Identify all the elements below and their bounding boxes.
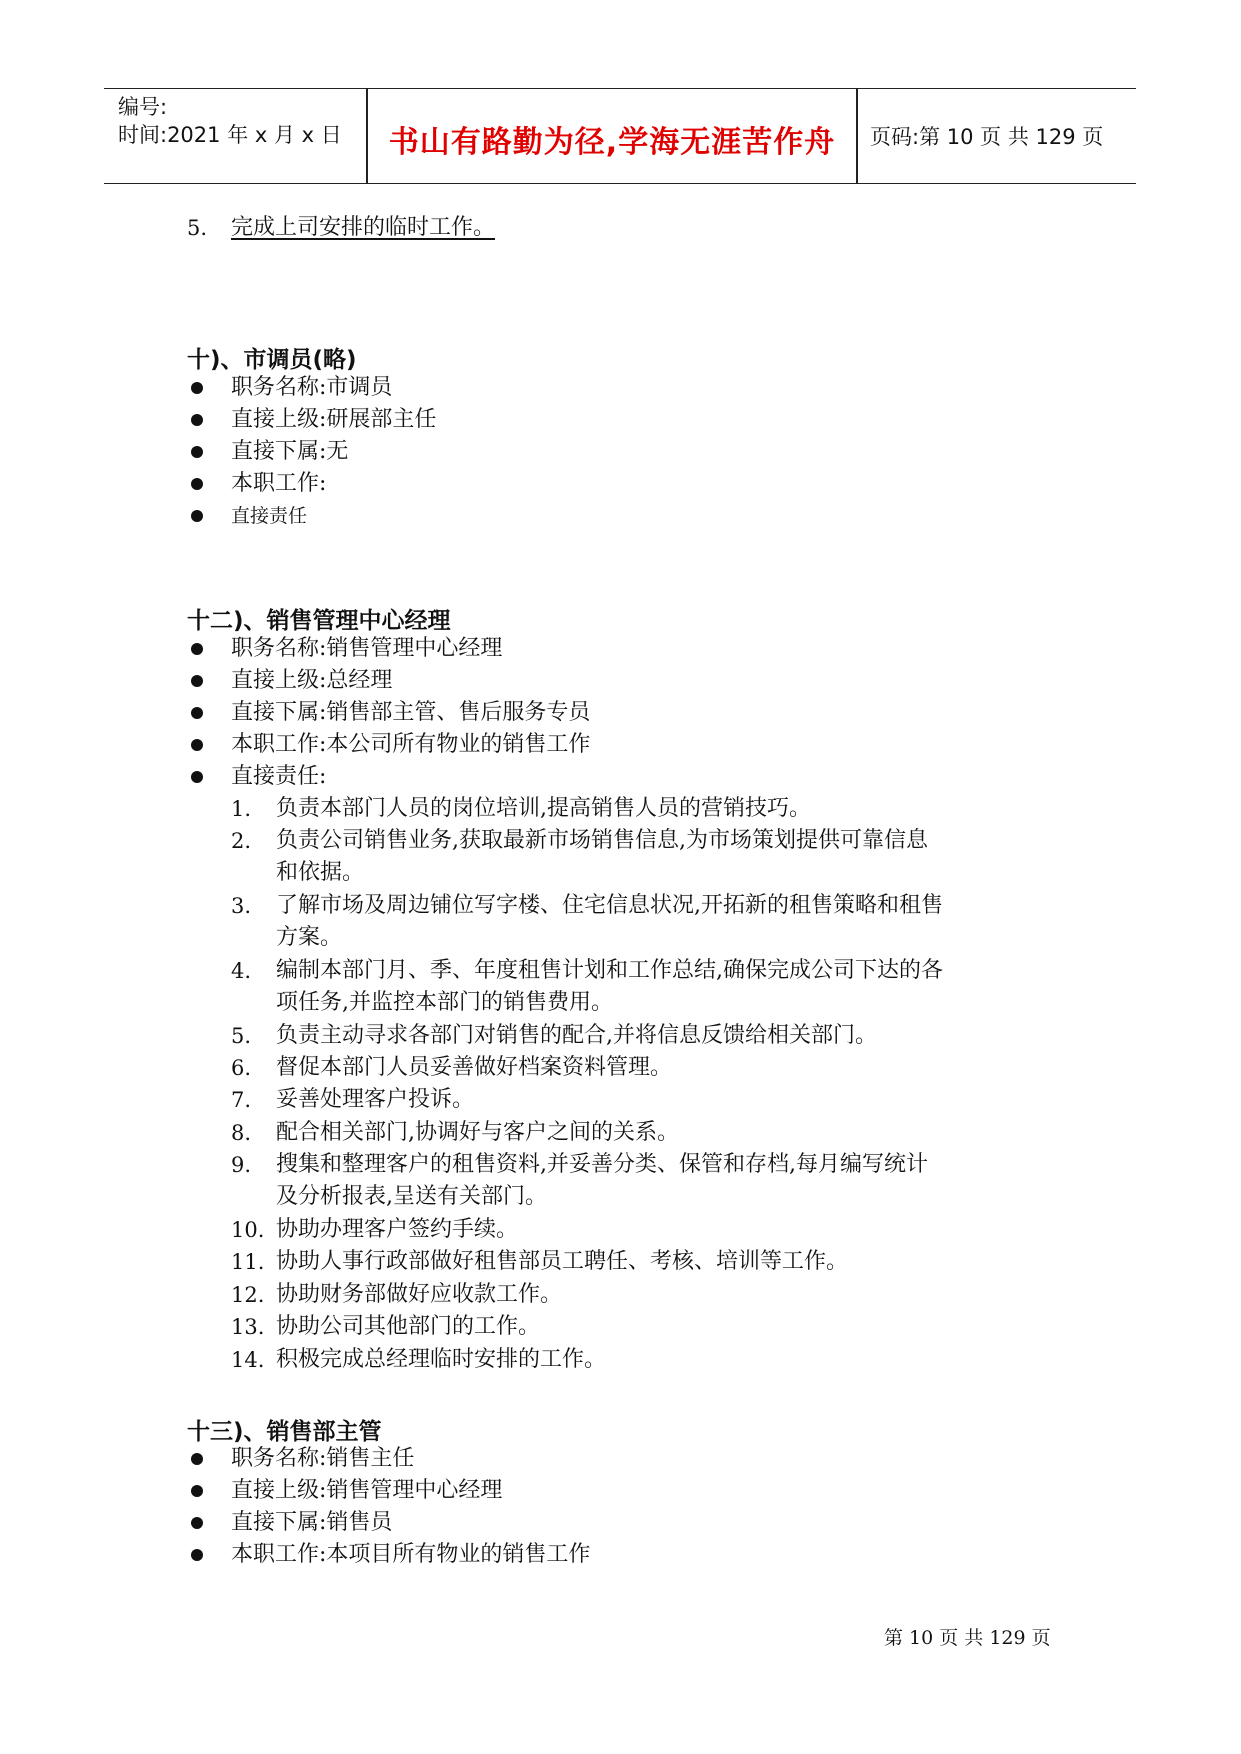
page-header xyxy=(104,88,1136,184)
duty-text: 负责公司销售业务,获取最新市场销售信息,为市场策划提供可靠信息 xyxy=(276,828,928,853)
duty-number: 6. xyxy=(231,1056,252,1080)
bullet-dot xyxy=(191,771,203,783)
duty-text: 负责主动寻求各部门对销售的配合,并将信息反馈给相关部门。 xyxy=(276,1023,877,1048)
section-13-bullet: 直接下属:销售员 xyxy=(231,1510,393,1535)
document-number-label: 编号: xyxy=(118,95,168,119)
section-10-bullet: 本职工作: xyxy=(231,471,327,496)
duty-number: 3. xyxy=(231,894,252,918)
duty-number: 7. xyxy=(231,1088,252,1112)
duty-text: 协助公司其他部门的工作。 xyxy=(276,1314,541,1339)
section-12-bullet: 本职工作:本公司所有物业的销售工作 xyxy=(231,732,591,757)
bullet-dot xyxy=(191,478,203,490)
header-meta xyxy=(118,93,342,149)
duty-text: 了解市场及周边铺位写字楼、住宅信息状况,开拓新的租售策略和租售 xyxy=(276,893,943,918)
duty-number: 5. xyxy=(231,1024,252,1048)
intro-item-text: 完成上司安排的临时工作。 xyxy=(231,215,496,240)
duty-number: 1. xyxy=(231,797,252,821)
bullet-dot xyxy=(191,675,203,687)
section-13-bullet: 直接上级:销售管理中心经理 xyxy=(231,1478,503,1503)
duty-number: 8. xyxy=(231,1121,252,1145)
duty-number: 2. xyxy=(231,829,252,853)
section-12-bullet: 直接下属:销售部主管、售后服务专员 xyxy=(231,700,591,725)
duty-text: 配合相关部门,协调好与客户之间的关系。 xyxy=(276,1120,679,1145)
bullet-dot xyxy=(191,446,203,458)
duty-text: 协助办理客户签约手续。 xyxy=(276,1217,519,1242)
duty-number: 9. xyxy=(231,1153,252,1177)
duty-text-continued: 及分析报表,呈送有关部门。 xyxy=(276,1184,547,1209)
bullet-dot xyxy=(191,382,203,394)
duty-number: 13. xyxy=(231,1315,265,1339)
bullet-dot xyxy=(191,1549,203,1561)
duty-text-continued: 和依据。 xyxy=(276,860,365,885)
duty-text: 编制本部门月、季、年度租售计划和工作总结,确保完成公司下达的各 xyxy=(276,958,943,983)
duty-text-continued: 方案。 xyxy=(276,925,343,950)
section-13-bullet: 本职工作:本项目所有物业的销售工作 xyxy=(231,1542,591,1567)
section-12-bullet: 直接上级:总经理 xyxy=(231,668,393,693)
header-divider-right xyxy=(856,89,858,183)
duty-text: 负责本部门人员的岗位培训,提高销售人员的营销技巧。 xyxy=(276,796,811,821)
section-10-bullet: 职务名称:市调员 xyxy=(231,375,393,400)
duty-text: 协助财务部做好应收款工作。 xyxy=(276,1282,563,1307)
duty-number: 14. xyxy=(231,1348,265,1372)
section-12-bullet: 职务名称:销售管理中心经理 xyxy=(231,636,503,661)
header-motto: 书山有路勤为径,学海无涯苦作舟 xyxy=(388,125,836,160)
duty-text: 协助人事行政部做好租售部员工聘任、考核、培训等工作。 xyxy=(276,1249,849,1274)
section-12-title: 十二)、销售管理中心经理 xyxy=(187,608,451,634)
duty-number: 11. xyxy=(231,1250,265,1274)
section-10-bullet: 直接上级:研展部主任 xyxy=(231,407,437,432)
document-time-label: 时间:2021 年 x 月 x 日 xyxy=(118,123,342,147)
section-12-bullet: 直接责任: xyxy=(231,764,327,789)
section-10-title: 十)、市调员(略) xyxy=(187,347,357,373)
bullet-dot xyxy=(191,510,203,522)
section-13-bullet: 职务名称:销售主任 xyxy=(231,1446,415,1471)
duty-text: 积极完成总经理临时安排的工作。 xyxy=(276,1347,607,1372)
bullet-dot xyxy=(191,707,203,719)
duty-text: 督促本部门人员妥善做好档案资料管理。 xyxy=(276,1055,673,1080)
bullet-dot xyxy=(191,739,203,751)
section-10-bullet: 直接下属:无 xyxy=(231,439,349,464)
page-footer: 第 10 页 共 129 页 xyxy=(884,1627,1051,1649)
bullet-dot xyxy=(191,1453,203,1465)
duty-text: 搜集和整理客户的租售资料,并妥善分类、保管和存档,每月编写统计 xyxy=(276,1152,928,1177)
header-page-code: 页码:第 10 页 共 129 页 xyxy=(870,125,1104,149)
duty-text-continued: 项任务,并监控本部门的销售费用。 xyxy=(276,990,613,1015)
section-10-bullet: 直接责任 xyxy=(231,505,308,527)
intro-item-number: 5. xyxy=(187,216,208,240)
bullet-dot xyxy=(191,1485,203,1497)
duty-text: 妥善处理客户投诉。 xyxy=(276,1087,475,1112)
duty-number: 10. xyxy=(231,1218,265,1242)
bullet-dot xyxy=(191,1517,203,1529)
duty-number: 12. xyxy=(231,1283,265,1307)
bullet-dot xyxy=(191,643,203,655)
duty-number: 4. xyxy=(231,959,252,983)
section-13-title: 十三)、销售部主管 xyxy=(187,1419,382,1445)
bullet-dot xyxy=(191,414,203,426)
